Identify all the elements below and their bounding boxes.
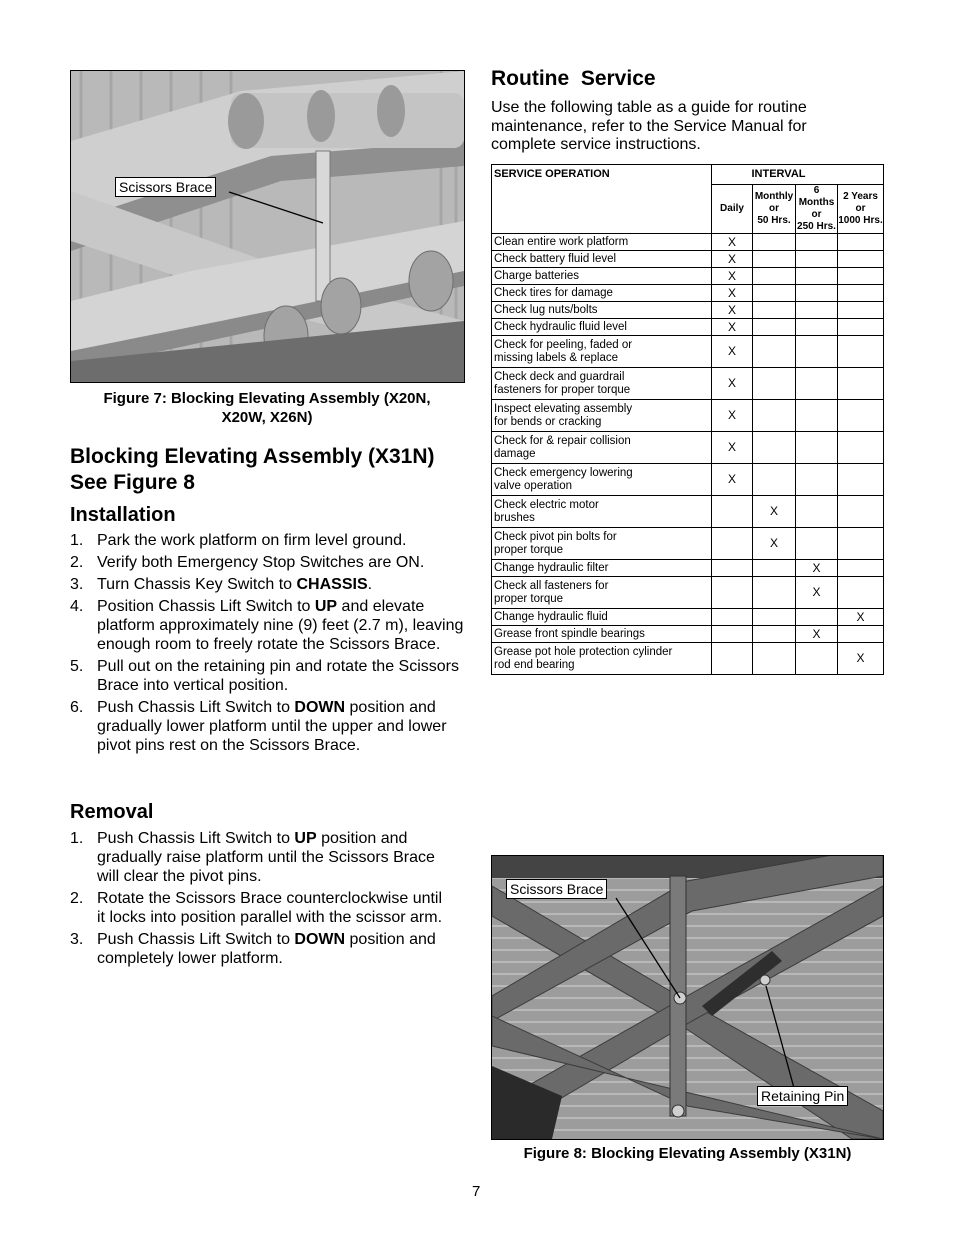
interval-cell [712, 609, 753, 626]
interval-mark: X [753, 528, 796, 560]
service-operation-cell: Check battery fluid level [492, 251, 712, 268]
interval-cell [753, 560, 796, 577]
service-table-row [492, 368, 884, 400]
page-number: 7 [472, 1183, 481, 1200]
service-operation-cell: Check lug nuts/bolts [492, 302, 712, 319]
service-operation-cell: Check hydraulic fluid level [492, 319, 712, 336]
interval-mark: X [796, 560, 838, 577]
interval-cell [796, 251, 838, 268]
service-table [491, 164, 884, 675]
service-operation-cell: Clean entire work platform [492, 234, 712, 251]
interval-cell [796, 368, 838, 400]
interval-cell [753, 234, 796, 251]
interval-cell [753, 285, 796, 302]
figure7-caption-line2: X20W, X26N) [221, 409, 313, 426]
interval-mark: X [712, 302, 753, 319]
service-table-row [492, 577, 884, 609]
removal-steps [70, 829, 450, 971]
service-table-row [492, 432, 884, 464]
interval-cell [753, 251, 796, 268]
interval-cell [796, 464, 838, 496]
interval-cell [753, 336, 796, 368]
service-operation-cell: Check for & repair collision damage [492, 432, 712, 464]
service-operation-header: SERVICE OPERATION [492, 165, 712, 234]
interval-monthly-header: Monthly or 50 Hrs. [753, 185, 796, 234]
service-table-body [492, 234, 884, 675]
figure7-callout-scissors-brace: Scissors Brace [115, 177, 216, 197]
interval-cell [838, 577, 884, 609]
figure8-caption: Figure 8: Blocking Elevating Assembly (X31N) [523, 1145, 852, 1162]
interval-cell [753, 609, 796, 626]
interval-cell [838, 319, 884, 336]
interval-cell [796, 268, 838, 285]
service-operation-cell: Check electric motor brushes [492, 496, 712, 528]
interval-cell [838, 302, 884, 319]
interval-mark: X [712, 464, 753, 496]
service-table-row [492, 302, 884, 319]
interval-cell [838, 400, 884, 432]
service-table-row [492, 268, 884, 285]
installation-step: 1. Park the work platform on firm level ground. [70, 532, 407, 549]
interval-mark: X [712, 251, 753, 268]
service-operation-cell: Grease pot hole protection cylinder rod end bearing [492, 643, 712, 675]
interval-cell [712, 560, 753, 577]
installation-step: 3. Turn Chassis Key Switch to CHASSIS. [70, 576, 373, 593]
service-operation-cell: Check all fasteners for proper torque [492, 577, 712, 609]
interval-cell [753, 400, 796, 432]
interval-cell [796, 285, 838, 302]
service-table-row [492, 234, 884, 251]
service-operation-cell: Inspect elevating assembly for bends or cracking [492, 400, 712, 432]
interval-mark: X [796, 577, 838, 609]
interval-mark: X [838, 643, 884, 675]
interval-cell [753, 319, 796, 336]
service-operation-cell: Change hydraulic fluid [492, 609, 712, 626]
interval-cell [712, 643, 753, 675]
interval-mark: X [712, 432, 753, 464]
service-table-row [492, 609, 884, 626]
service-table-row [492, 464, 884, 496]
interval-cell [838, 251, 884, 268]
interval-cell [838, 626, 884, 643]
interval-cell [796, 319, 838, 336]
figure7-caption-line1: Figure 7: Blocking Elevating Assembly (X20N, [103, 390, 431, 407]
interval-cell [712, 626, 753, 643]
blocking-heading [70, 444, 435, 496]
interval-mark: X [712, 368, 753, 400]
interval-cell [753, 643, 796, 675]
removal-step: 3. Push Chassis Lift Switch to DOWN position and completely lower platform. [70, 931, 436, 967]
interval-cell [838, 432, 884, 464]
service-operation-cell: Check deck and guardrail fasteners for proper torque [492, 368, 712, 400]
installation-heading: Installation [70, 504, 176, 526]
interval-mark: X [712, 268, 753, 285]
figure7-illustration [71, 71, 464, 382]
interval-mark: X [838, 609, 884, 626]
figure8-callout-scissors-brace: Scissors Brace [506, 879, 607, 899]
service-operation-cell: Change hydraulic filter [492, 560, 712, 577]
blocking-heading-line1: Blocking Elevating Assembly (X31N) [70, 445, 435, 468]
interval-cell [796, 496, 838, 528]
service-operation-cell: Check emergency lowering valve operation [492, 464, 712, 496]
removal-heading: Removal [70, 801, 154, 823]
interval-mark: X [712, 400, 753, 432]
interval-cell [796, 432, 838, 464]
interval-cell [753, 626, 796, 643]
interval-cell [838, 285, 884, 302]
interval-cell [796, 302, 838, 319]
interval-mark: X [712, 234, 753, 251]
removal-step: 1. Push Chassis Lift Switch to UP position and gradually raise platform until the Scissors Brace will clear the pivot pins. [70, 830, 435, 885]
service-operation-cell: Check for peeling, faded or missing labels & replace [492, 336, 712, 368]
interval-cell [796, 643, 838, 675]
interval-cell [796, 400, 838, 432]
routine-service-intro: Use the following table as a guide for routine maintenance, refer to the Service Manual for complete service instructions. [491, 99, 807, 153]
figure8-callout-retaining-pin: Retaining Pin [757, 1086, 848, 1106]
interval-cell [712, 496, 753, 528]
figure7-photo [70, 70, 465, 383]
service-operation-cell: Charge batteries [492, 268, 712, 285]
installation-steps [70, 531, 465, 758]
interval-cell [838, 336, 884, 368]
interval-mark: X [753, 496, 796, 528]
blocking-heading-line2: See Figure 8 [70, 471, 195, 494]
interval-cell [753, 268, 796, 285]
interval-cell [712, 528, 753, 560]
service-table-row [492, 251, 884, 268]
service-table-row [492, 626, 884, 643]
interval-cell [838, 268, 884, 285]
interval-cell [796, 609, 838, 626]
service-operation-cell: Check pivot pin bolts for proper torque [492, 528, 712, 560]
service-operation-cell: Check tires for damage [492, 285, 712, 302]
figure7-caption [68, 389, 466, 427]
interval-cell [796, 336, 838, 368]
service-table-row [492, 400, 884, 432]
interval-cell [838, 368, 884, 400]
interval-6months-header: 6 Months or 250 Hrs. [797, 185, 836, 232]
interval-cell [753, 464, 796, 496]
interval-header: INTERVAL [712, 165, 884, 185]
interval-daily-header: Daily [712, 185, 753, 234]
service-table-row [492, 528, 884, 560]
service-operation-cell: Grease front spindle bearings [492, 626, 712, 643]
interval-cell [838, 496, 884, 528]
interval-cell [753, 432, 796, 464]
interval-cell [838, 528, 884, 560]
interval-cell [796, 234, 838, 251]
interval-cell [838, 464, 884, 496]
installation-step: 5. Pull out on the retaining pin and rotate the Scissors Brace into vertical position. [70, 658, 459, 694]
interval-cell [712, 577, 753, 609]
interval-2years-header: 2 Years or 1000 Hrs. [838, 185, 884, 234]
installation-step: 6. Push Chassis Lift Switch to DOWN position and gradually lower platform until the upper and lower pivot pins rest on the Scissors Brace. [70, 699, 447, 754]
installation-step: 4. Position Chassis Lift Switch to UP and elevate platform approximately nine (9) feet (2.7 m), leaving enough room to freely rotate the Scissors Brace. [70, 598, 464, 653]
service-table-row [492, 560, 884, 577]
interval-cell [753, 368, 796, 400]
service-table-row [492, 643, 884, 675]
interval-mark: X [712, 285, 753, 302]
removal-step: 2. Rotate the Scissors Brace counterclockwise until it locks into position parallel with the scissor arm. [70, 890, 443, 926]
interval-cell [838, 234, 884, 251]
interval-mark: X [796, 626, 838, 643]
service-table-row [492, 496, 884, 528]
service-table-row [492, 336, 884, 368]
installation-step: 2. Verify both Emergency Stop Switches are ON. [70, 554, 425, 571]
service-table-row [492, 319, 884, 336]
interval-cell [838, 560, 884, 577]
interval-cell [753, 302, 796, 319]
interval-cell [753, 577, 796, 609]
service-table-row [492, 285, 884, 302]
interval-cell [796, 528, 838, 560]
interval-mark: X [712, 336, 753, 368]
routine-service-heading: Routine Service [491, 67, 656, 90]
interval-mark: X [712, 319, 753, 336]
